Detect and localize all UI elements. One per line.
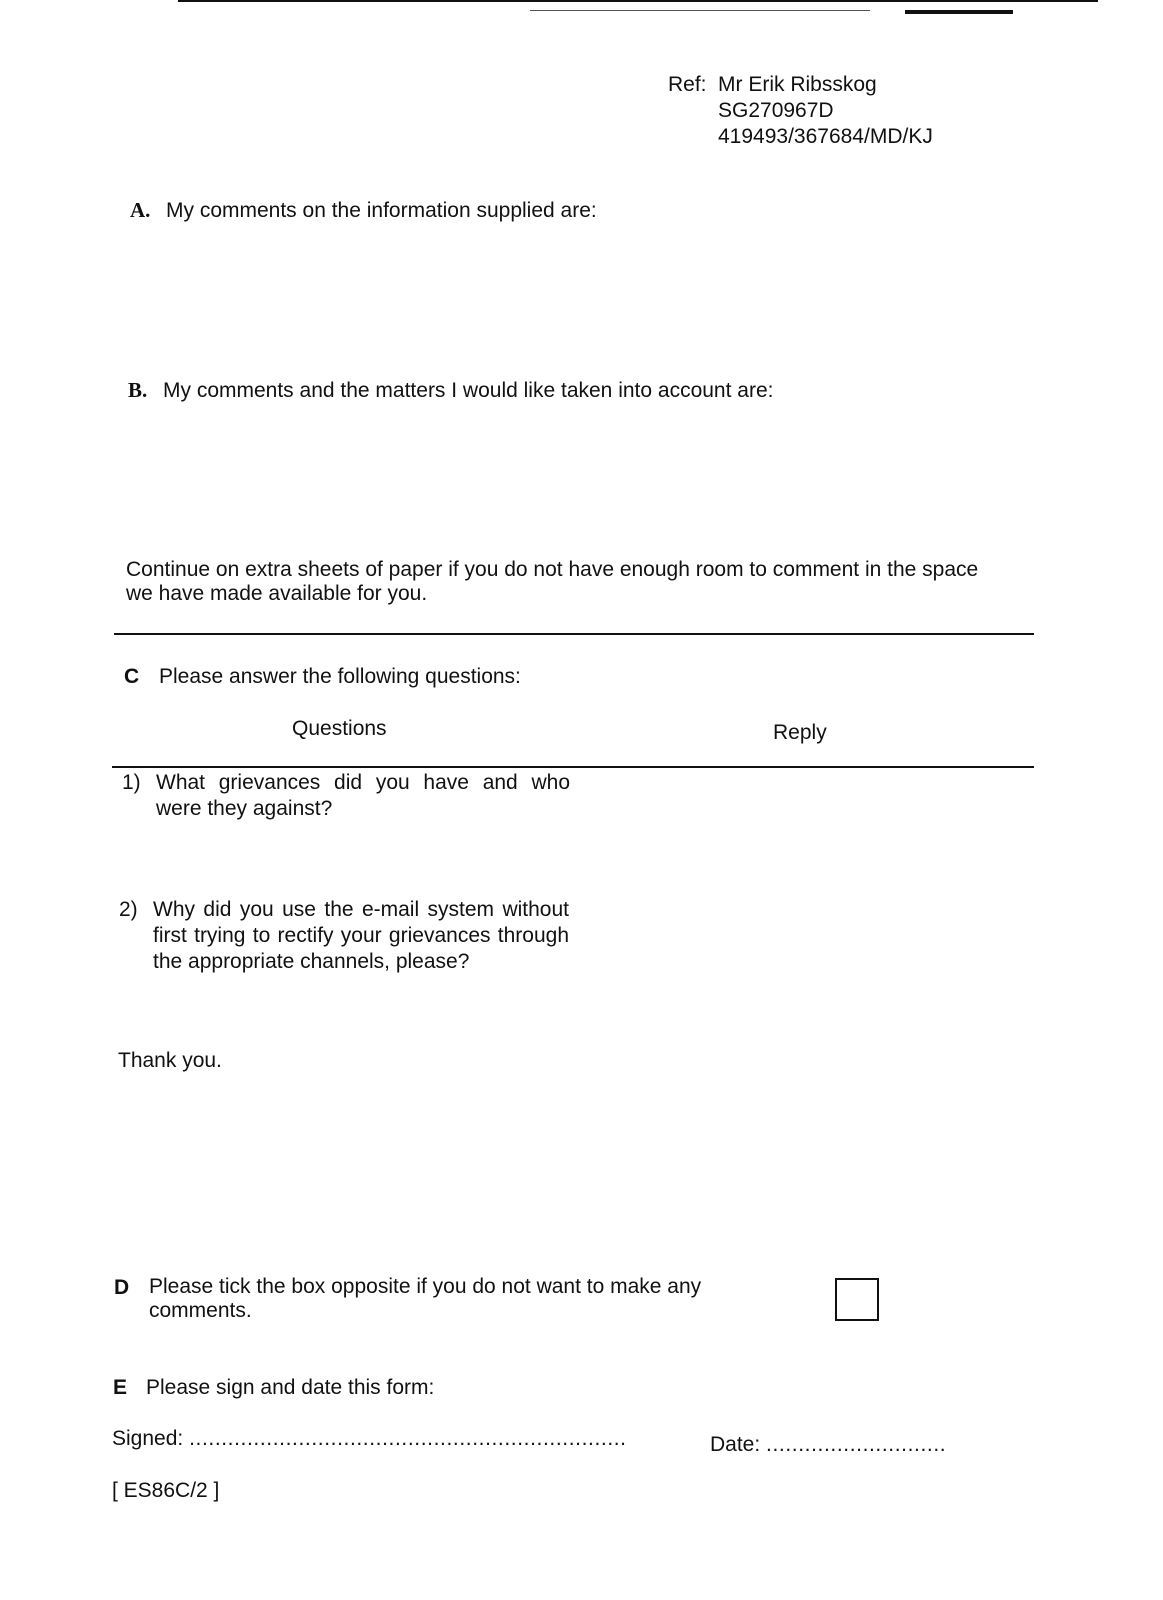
section-d-letter: D — [114, 1276, 130, 1299]
signature-line — [112, 1426, 627, 1451]
column-header-reply: Reply — [773, 721, 827, 744]
section-b-letter: B. — [128, 378, 148, 402]
continue-note-line-1: Continue on extra sheets of paper if you do not have enough room to comment in the space — [126, 558, 979, 581]
top-border-mark — [905, 10, 1013, 14]
signed-label: Signed: — [112, 1427, 184, 1450]
section-a — [130, 198, 1030, 223]
section-d-text: Please tick the box opposite if you do not want to make any comments. — [149, 1275, 702, 1322]
thank-you-text: Thank you. — [118, 1049, 222, 1072]
section-b-text: My comments and the matters I would like taken into account are: — [163, 379, 774, 402]
ref-name: Mr Erik Ribsskog — [718, 73, 877, 96]
top-border-line — [178, 0, 1098, 2]
continue-note-line-2: we have made available for you. — [126, 582, 428, 606]
section-b — [128, 378, 1028, 403]
date-line — [710, 1432, 946, 1457]
section-c — [124, 664, 1024, 689]
question-1-number: 1) — [122, 771, 141, 794]
question-2-number: 2) — [119, 898, 138, 921]
section-divider — [114, 633, 1034, 635]
section-c-text: Please answer the following questions: — [159, 665, 521, 688]
questions-table-rule — [112, 766, 1034, 768]
signature-field[interactable]: .................................................................... — [189, 1427, 627, 1450]
column-header-questions: Questions — [292, 717, 387, 740]
question-2-text: Why did you use the e-mail system without first trying to rectify your grievances through the appropriate channels, please? — [153, 898, 569, 973]
top-border-dash — [530, 10, 870, 11]
continue-note — [126, 557, 1046, 606]
ref-label: Ref: — [668, 73, 707, 96]
section-e — [113, 1375, 813, 1400]
section-c-letter: C — [124, 665, 140, 688]
ref-code-1: SG270967D — [718, 99, 834, 122]
form-code: [ ES86C/2 ] — [112, 1479, 220, 1502]
question-1-text: What grievances did you have and who were they against? — [156, 771, 570, 820]
no-comments-checkbox[interactable] — [835, 1278, 879, 1321]
date-field[interactable]: ............................ — [766, 1433, 947, 1456]
section-a-text: My comments on the information supplied are: — [166, 199, 597, 222]
date-label: Date: — [710, 1433, 761, 1456]
section-e-text: Please sign and date this form: — [146, 1376, 435, 1399]
section-a-letter: A. — [130, 198, 151, 222]
section-e-letter: E — [113, 1376, 128, 1399]
ref-code-2: 419493/367684/MD/KJ — [718, 125, 933, 148]
